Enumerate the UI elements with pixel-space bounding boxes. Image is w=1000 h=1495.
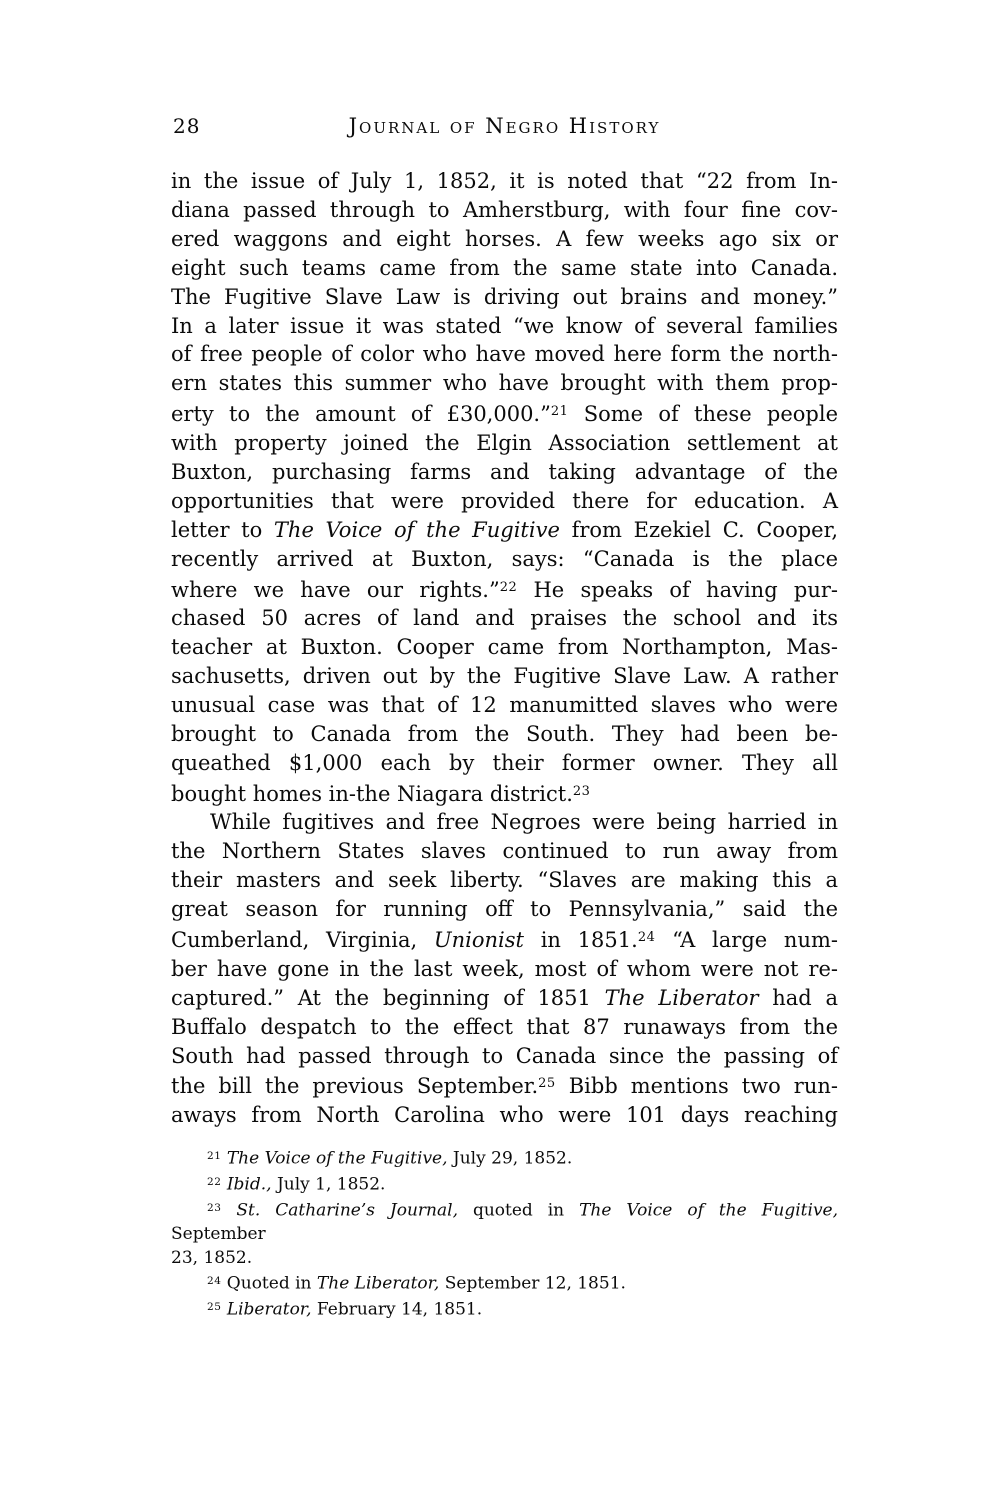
text-line [171,837,838,866]
text-segment: Buffalo despatch to the effect that 87 runaways from the [171,1014,838,1039]
text-line [171,167,838,196]
footnote-marker: 22 [499,579,518,595]
text-line [171,1042,838,1071]
text-segment: “A large num- [655,927,838,952]
text-segment: Bibb mentions two run- [555,1074,838,1099]
text-segment: ern states this summer who have brought with them prop- [171,371,838,396]
text-segment: ber have gone in the last week, most of whom were not re- [171,956,838,981]
text-segment: opportunities that were provided there for education. A [171,488,838,513]
text-line [171,1101,838,1130]
italic-title: The Voice of the Fugitive, [579,1200,839,1221]
text-line [171,604,838,633]
footnote-marker: 25 [207,1300,222,1313]
text-segment: of free people of color who have moved here form the north- [171,342,838,367]
text-segment: July 1, 1852. [271,1174,386,1195]
text-segment: aways from North Carolina who were 101 days reaching [171,1103,838,1128]
text-block [171,113,838,1322]
text-segment: in the issue of July 1, 1852, it is noted that “22 from In- [171,169,838,193]
footnotes [171,1145,838,1322]
text-segment: erty to the amount of £30,000.” [171,402,551,427]
footnote-marker: 23 [207,1202,222,1215]
text-line [171,398,838,429]
text-line [171,458,838,487]
italic-title: The Liberator, [316,1273,440,1294]
footnote-marker: 25 [538,1076,556,1092]
text-segment: where we have our rights.” [171,577,500,602]
text-segment: The Fugitive Slave Law is driving out brains and money.” [171,284,838,309]
text-segment: the Northern States slaves continued to run away from [171,839,838,864]
text-line [171,662,838,691]
text-segment: February 14, 1851. [311,1299,483,1320]
text-segment: chased 50 acres of land and praises the school and its [171,606,838,631]
text-segment: While fugitives and free Negroes were being harried in [210,810,838,835]
text-line [171,1013,838,1042]
text-line [171,340,838,369]
italic-title: Ibid., [226,1174,272,1195]
text-line [171,691,838,720]
text-segment: captured.” At the beginning of 1851 [171,985,605,1010]
text-line [171,429,838,458]
text-line [171,1171,838,1197]
text-segment: Quoted in [221,1273,317,1294]
text-segment: letter to [171,517,274,542]
text-line [171,720,838,749]
italic-title: The Liberator [604,985,759,1010]
italic-title: Unionist [433,927,524,952]
text-line [171,487,838,516]
text-line [171,1070,838,1101]
running-header [171,113,838,140]
italic-title: St. Catharine’s Journal, [236,1200,458,1221]
text-line [171,574,838,605]
text-line [171,866,838,895]
text-segment: the bill the previous September. [171,1074,539,1099]
footnote-marker: 23 [572,783,591,799]
text-segment: September 12, 1851. [439,1273,626,1294]
text-line [171,895,838,924]
text-segment: quoted in [457,1200,580,1221]
text-segment: in 1851. [523,927,638,952]
text-line [171,749,838,778]
text-line [171,1270,838,1296]
text-segment: July 29, 1852. [447,1148,573,1169]
footnote-marker: 22 [207,1176,222,1189]
text-line [171,254,838,283]
text-line [171,196,838,225]
text-segment: Cumberland, Virginia, [171,927,434,952]
footnote-marker: 21 [550,404,569,420]
text-line [171,808,838,837]
text-line [171,225,838,254]
text-line [171,778,838,809]
text-segment: with property joined the Elgin Association settlement at [171,431,838,455]
page-number: 28 [173,114,201,138]
text-segment: 23, 1852. [171,1247,253,1268]
text-segment: ered waggons and eight horses. A few weeks ago six or [171,226,838,251]
text-segment: diana passed through to Amherstburg, with four fine cov- [171,197,838,222]
text-line [171,516,838,545]
text-line [171,984,838,1013]
text-segment: bought homes in-the Niagara district. [171,781,573,806]
text-line [171,312,838,341]
footnote-marker: 24 [207,1274,222,1287]
text-segment: their masters and seek liberty. “Slaves are making this a [171,868,838,893]
text-segment: Some of these people [568,402,839,427]
text-segment: recently arrived at Buxton, says: “Canada is the place [171,546,838,571]
text-segment: Buxton, purchasing farms and taking advantage of the [171,459,838,484]
italic-title: The Voice of the Fugitive [273,517,560,542]
text-segment: queathed $1,000 each by their former owner. They all [171,750,838,775]
text-line [171,1296,838,1322]
journal-title: Journal of Negro History [348,114,661,138]
body-text [171,167,838,1130]
text-segment [221,1201,236,1221]
text-segment: brought to Canada from the South. They had been be- [171,721,838,746]
text-line [171,545,838,574]
text-segment: sachusetts, driven out by the Fugitive Slave Law. A rather [171,664,838,689]
text-line [171,1247,838,1270]
text-segment: September [171,1224,266,1245]
text-segment: great season for running off to Pennsylvania,” said the [171,897,838,922]
italic-title: The Voice of the Fugitive, [226,1148,448,1169]
text-line [171,955,838,984]
italic-title: Liberator, [226,1299,312,1320]
text-line [171,369,838,398]
text-line [171,283,838,312]
text-segment: He speaks of having pur- [517,577,839,602]
text-line [171,1197,838,1246]
text-line [171,924,838,955]
text-segment: South had passed through to Canada since the passing of [171,1043,838,1068]
text-segment: unusual case was that of 12 manumitted slaves who were [171,693,838,717]
text-segment: had a [758,985,838,1010]
text-segment: from Ezekiel C. Cooper, [559,517,838,542]
text-line [171,1145,838,1171]
text-segment: eight such teams came from the same state into Canada. [171,255,838,280]
text-segment: In a later issue it was stated “we know of several families [171,313,838,338]
footnote-marker: 24 [637,930,656,946]
text-line [171,633,838,662]
text-segment: teacher at Buxton. Cooper came from Northampton, Mas- [171,635,838,660]
footnote-marker: 21 [207,1150,222,1163]
